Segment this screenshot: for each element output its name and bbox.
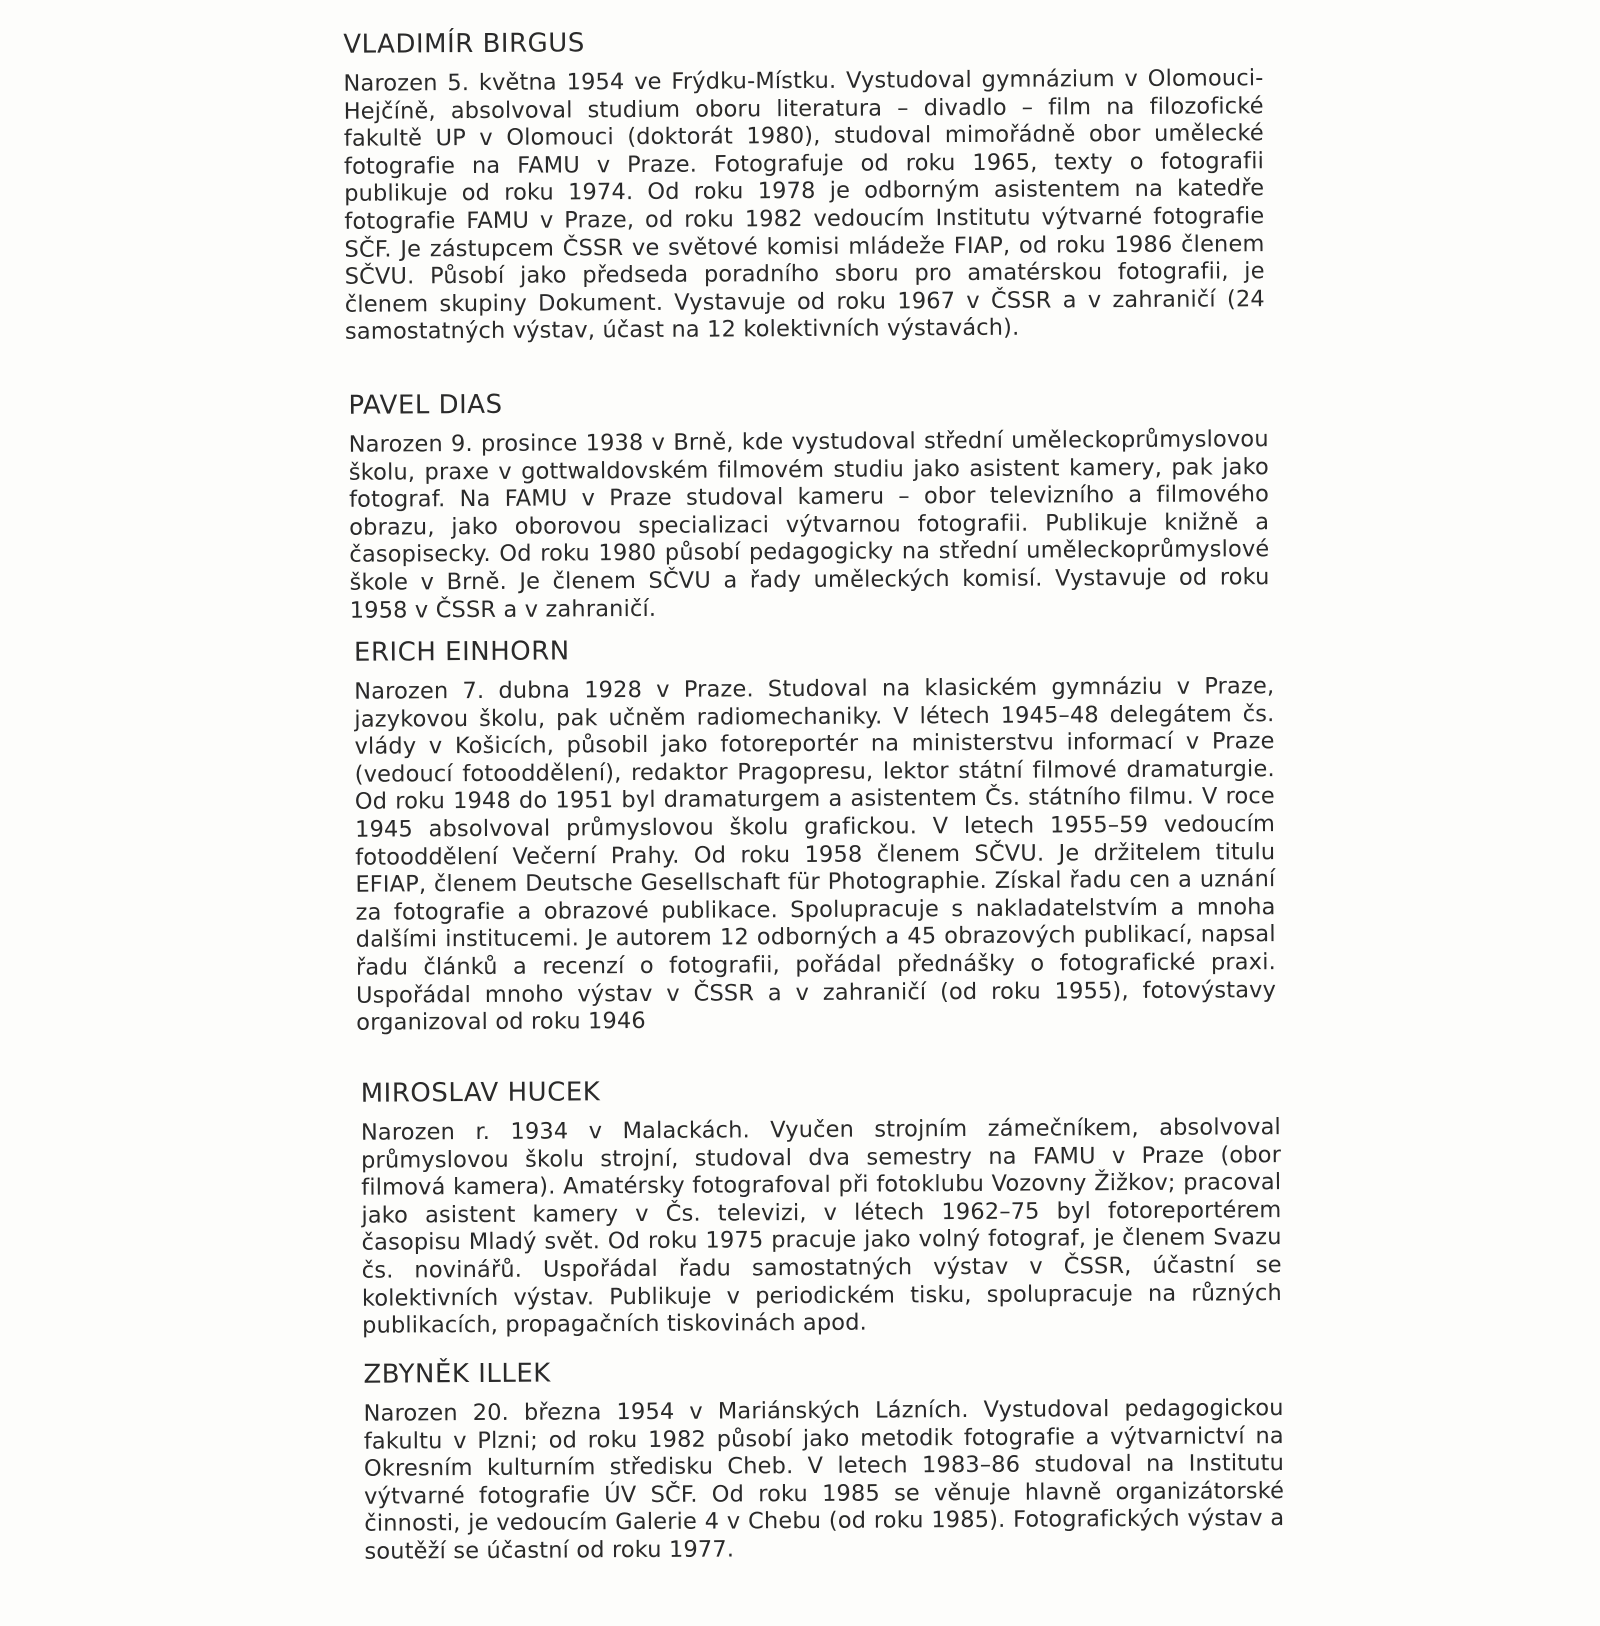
- entry-name: PAVEL DIAS: [348, 389, 503, 421]
- entry-name: MIROSLAV HUCEK: [360, 1077, 601, 1109]
- entry-name: VLADIMÍR BIRGUS: [343, 28, 585, 60]
- biography-entry-dias: [348, 382, 1269, 625]
- biography-entry-einhorn: [354, 629, 1276, 1037]
- biography-entry-illek: [363, 1351, 1284, 1566]
- biography-entry-birgus: [343, 21, 1265, 347]
- entry-name: ZBYNĚK ILLEK: [363, 1358, 551, 1390]
- entry-name: ERICH EINHORN: [353, 636, 570, 668]
- entry-text: Narozen 9. prosince 1938 v Brně, kde vystudoval střední uměleckoprůmyslovou školu, praxe v gottwaldovském filmovém studiu jako asistent kamery, pak jako fotograf. Na FAMU v Praze studoval kameru – obor televizního a filmového obrazu, jako oborovou specializaci výtvarnou fotografii. Publikuje knižně a časopisecky. Od roku 1980 působí pedagogicky na střední uměleckoprůmyslové škole v Brně. Je členem SČVU a řady uměleckých komisí. Vystavuje od roku 1958 v ČSSR a v zahraničí.: [348, 426, 1270, 624]
- biography-entry-hucek: [361, 1070, 1283, 1340]
- entry-text: Narozen 7. dubna 1928 v Praze. Studoval na klasickém gymnáziu v Praze, jazykovou školu, pak učněm radiomechaniky. V létech 1945–48 delegátem čs. vlády v Košicích, působil jako fotoreportér na ministerstvu informací v Praze (vedoucí fotooddělení), redaktor Pragopresu, lektor státní filmové dramaturgie. Od roku 1948 do 1951 byl dramaturgem a asistentem Čs. státního filmu. V roce 1945 absolvoval průmyslovou školu grafickou. V letech 1955–59 vedoucím fotooddělení Večerní Prahy. Od roku 1958 členem SČVU. Je držitelem titulu EFIAP, členem Deutsche Gesellschaft für Photographie. Získal řadu cen a uznání za fotografie a obrazové publikace. Spolupracuje s nakladatelstvím a mnoha dalšími institucemi. Je autorem 12 odborných a 45 obrazových publikací, napsal řadu článků a recenzí o fotografii, pořádal přednášky o fotografické praxi. Uspořádal mnoho výstav v ČSSR a v zahraničí (od roku 1955), fotovýstavy organizoval od roku 1946: [354, 673, 1277, 1036]
- entry-text: Narozen 20. března 1954 v Mariánských Lázních. Vystudoval pedagogickou fakultu v Plzni; od roku 1982 působí jako metodik fotografie a výtvarnictví na Okresním kulturním středisku Cheb. V letech 1983–86 studoval na Institutu výtvarné fotografie ÚV SČF. Od roku 1985 se věnuje hlavně organizátorské činnosti, je vedoucím Galerie 4 v Chebu (od roku 1985). Fotografických výstav a soutěží se účastní od roku 1977.: [363, 1395, 1285, 1565]
- entry-text: Narozen r. 1934 v Malackách. Vyučen strojním zámečníkem, absolvoval průmyslovou školu strojní, studoval dva semestry na FAMU v Praze (obor filmová kamera). Amatérsky fotografoval při fotoklubu Vozovny Žižkov; pracoval jako asistent kamery v Čs. televizi, v létech 1962–75 byl fotoreportérem časopisu Mladý svět. Od roku 1975 pracuje jako volný fotograf, je členem Svazu čs. novinářů. Uspořádal řadu samostatných výstav v ČSSR, účastní se kolektivních výstav. Publikuje v periodickém tisku, spolupracuje na různých publikacích, propagačních tiskovinách apod.: [360, 1114, 1282, 1339]
- entry-text: Narozen 5. května 1954 ve Frýdku-Místku. Vystudoval gymnázium v Olomouci-Hejčíně, absolvoval studium oboru literatura – divadlo – film na filozofické fakultě UP v Olomouci (doktorát 1980), studoval mimořádně obor umělecké fotografie na FAMU v Praze. Fotografuje od roku 1965, texty o fotografii publikuje od roku 1974. Od roku 1978 je odborným asistentem na katedře fotografie FAMU v Praze, od roku 1982 vedoucím Institutu výtvarné fotografie SČF. Je zástupcem ČSSR ve světové komisi mládeže FIAP, od roku 1986 členem SČVU. Působí jako předseda poradního sboru pro amatérskou fotografii, je členem skupiny Dokument. Vystavuje od roku 1967 v ČSSR a v zahraničí (24 samostatných výstav, účast na 12 kolektivních výstavách).: [343, 65, 1265, 346]
